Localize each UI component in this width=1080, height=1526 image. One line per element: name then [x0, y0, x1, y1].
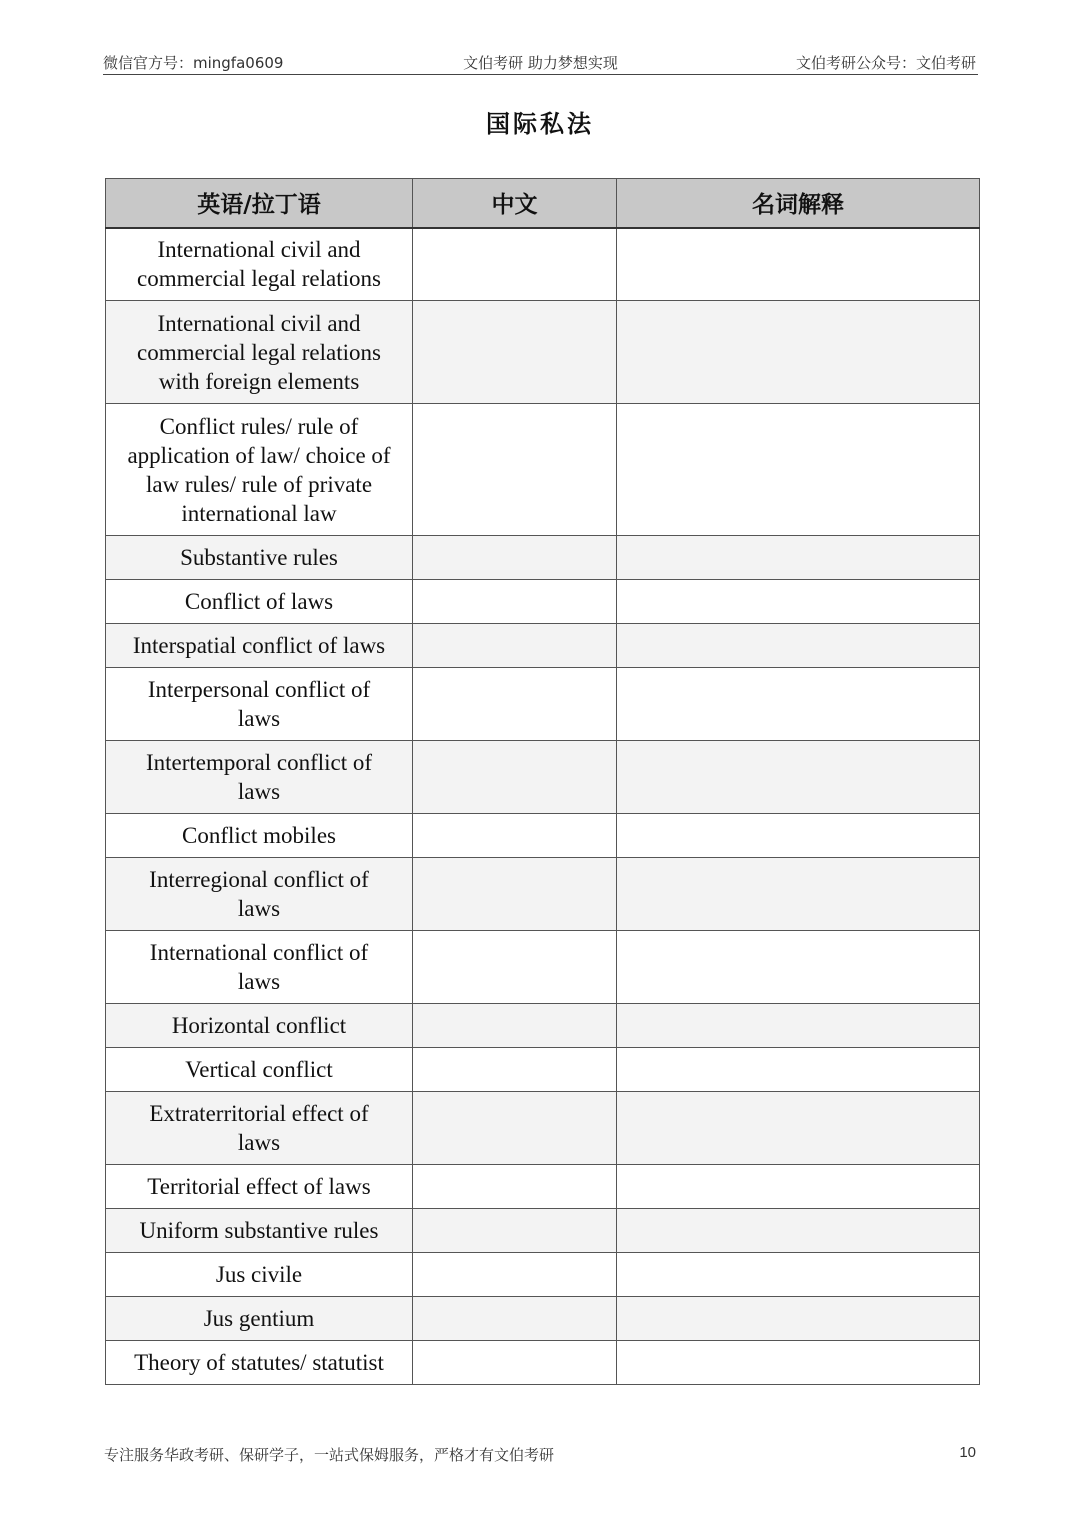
chinese-cell [413, 668, 617, 741]
term-cell: Vertical conflict [106, 1048, 413, 1092]
chinese-cell [413, 814, 617, 858]
definition-cell [617, 228, 980, 301]
term-cell: Jus gentium [106, 1297, 413, 1341]
chinese-cell [413, 931, 617, 1004]
term-cell: Theory of statutes/ statutist [106, 1341, 413, 1385]
chinese-cell [413, 1253, 617, 1297]
definition-cell [617, 1253, 980, 1297]
term-cell: Interpersonal conflict of laws [106, 668, 413, 741]
definition-cell [617, 858, 980, 931]
term-cell: International civil and commercial legal relations with foreign elements [106, 301, 413, 404]
table-row [106, 814, 980, 858]
chinese-cell [413, 624, 617, 668]
definition-cell [617, 931, 980, 1004]
chinese-cell [413, 1341, 617, 1385]
term-cell: Interregional conflict of laws [106, 858, 413, 931]
table-row [106, 1297, 980, 1341]
chinese-cell [413, 228, 617, 301]
term-cell: Extraterritorial effect of laws [106, 1092, 413, 1165]
table-row [106, 1253, 980, 1297]
table-row [106, 536, 980, 580]
table-row [106, 1209, 980, 1253]
definition-cell [617, 580, 980, 624]
definition-cell [617, 1004, 980, 1048]
term-cell: Territorial effect of laws [106, 1165, 413, 1209]
table-row [106, 668, 980, 741]
chinese-cell [413, 1092, 617, 1165]
chinese-cell [413, 1165, 617, 1209]
term-cell: International conflict of laws [106, 931, 413, 1004]
term-cell: International civil and commercial legal relations [106, 228, 413, 301]
definition-cell [617, 1165, 980, 1209]
term-cell: Substantive rules [106, 536, 413, 580]
page-header [103, 50, 978, 75]
definition-cell [617, 1297, 980, 1341]
chinese-cell [413, 536, 617, 580]
term-cell: Interspatial conflict of laws [106, 624, 413, 668]
definition-cell [617, 1209, 980, 1253]
term-cell: Uniform substantive rules [106, 1209, 413, 1253]
definition-cell [617, 624, 980, 668]
chinese-cell [413, 858, 617, 931]
definition-cell [617, 301, 980, 404]
definition-cell [617, 814, 980, 858]
term-cell: Jus civile [106, 1253, 413, 1297]
table-row [106, 301, 980, 404]
table-row [106, 404, 980, 536]
chinese-cell [413, 580, 617, 624]
definition-cell [617, 1341, 980, 1385]
definition-cell [617, 536, 980, 580]
chinese-cell [413, 1048, 617, 1092]
term-cell: Conflict mobiles [106, 814, 413, 858]
definition-cell [617, 1092, 980, 1165]
page-title: 国际私法 [486, 110, 594, 138]
term-cell: Conflict rules/ rule of application of law/ choice of law rules/ rule of private international law [106, 404, 413, 536]
header-wechat-id: 微信官方号：mingfa0609 [103, 54, 284, 72]
column-header-chinese: 中文 [413, 179, 617, 228]
table-row [106, 1004, 980, 1048]
chinese-cell [413, 301, 617, 404]
table-row [106, 580, 980, 624]
chinese-cell [413, 1004, 617, 1048]
chinese-cell [413, 404, 617, 536]
term-cell: Conflict of laws [106, 580, 413, 624]
column-header-term: 英语/拉丁语 [106, 179, 413, 228]
table-row [106, 1341, 980, 1385]
definition-cell [617, 668, 980, 741]
column-header-definition: 名词解释 [617, 179, 980, 228]
chinese-cell [413, 741, 617, 814]
table-row [106, 624, 980, 668]
table-row [106, 741, 980, 814]
page-number: 10 [959, 1444, 976, 1461]
definition-cell [617, 741, 980, 814]
header-public-account: 文伯考研公众号：文伯考研 [795, 54, 976, 72]
chinese-cell [413, 1209, 617, 1253]
table-row [106, 1048, 980, 1092]
term-cell: Horizontal conflict [106, 1004, 413, 1048]
definition-cell [617, 1048, 980, 1092]
term-cell: Intertemporal conflict of laws [106, 741, 413, 814]
table-row [106, 1092, 980, 1165]
chinese-cell [413, 1297, 617, 1341]
table-row [106, 858, 980, 931]
header-slogan: 文伯考研 助力梦想实现 [463, 54, 618, 72]
terms-table [105, 178, 980, 1385]
table-header-row [106, 179, 980, 228]
definition-cell [617, 404, 980, 536]
table-row [106, 1165, 980, 1209]
table-row [106, 931, 980, 1004]
footer-slogan: 专注服务华政考研、保研学子，一站式保姆服务，严格才有文伯考研 [104, 1446, 555, 1464]
table-row [106, 228, 980, 301]
